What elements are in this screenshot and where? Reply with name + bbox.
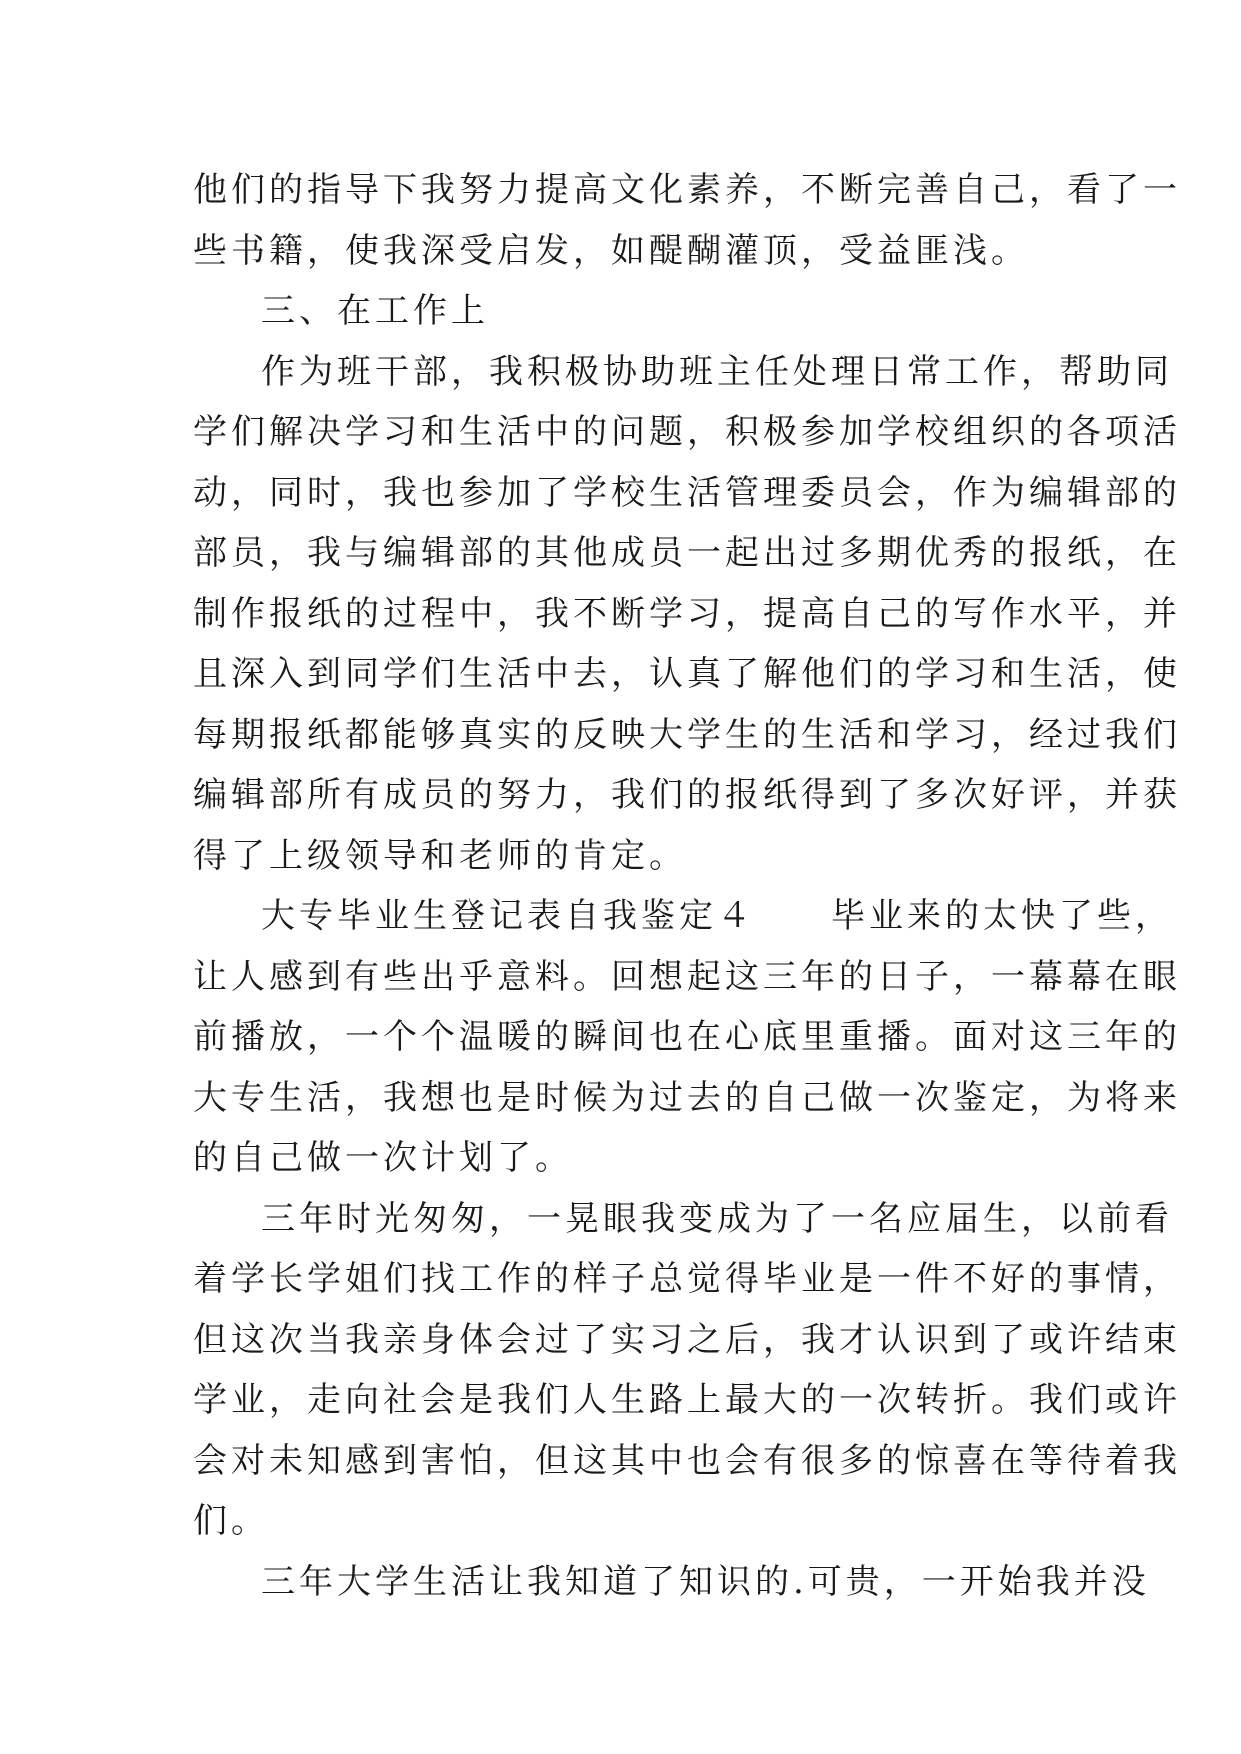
text-line: 动，同时，我也参加了学校生活管理委员会，作为编辑部的	[193, 472, 1181, 513]
text-line: 部员，我与编辑部的其他成员一起出过多期优秀的报纸，在	[193, 533, 1181, 573]
text-line: 但这次当我亲身体会过了实习之后，我才认识到了或许结束	[193, 1319, 1181, 1360]
body-text	[193, 160, 1181, 1612]
text-line: 每期报纸都能够真实的反映大学生的生活和学习，经过我们	[193, 714, 1181, 755]
text-line: 学们解决学习和生活中的问题，积极参加学校组织的各项活	[193, 412, 1181, 452]
text-line: 大专生活，我想也是时候为过去的自己做一次鉴定，为将来	[193, 1077, 1181, 1118]
text-line: 得了上级领导和老师的肯定。	[193, 835, 687, 876]
section-heading: 三、在工作上	[261, 291, 489, 331]
text-line: 的自己做一次计划了。	[193, 1138, 573, 1178]
text-line: 前播放，一个个温暖的瞬间也在心底里重播。面对这三年的	[193, 1017, 1181, 1057]
text-line: 着学长学姐们找工作的样子总觉得毕业是一件不好的事情，	[193, 1259, 1181, 1299]
text-line: 作为班干部，我积极协助班主任处理日常工作，帮助同	[261, 351, 1173, 392]
text-line: 且深入到同学们生活中去，认真了解他们的学习和生活，使	[193, 654, 1181, 694]
text-line: 们。	[193, 1501, 269, 1541]
text-line: 三年时光匆匆，一晃眼我变成为了一名应届生，以前看	[261, 1198, 1173, 1239]
text-line: 让人感到有些出乎意料。回想起这三年的日子，一幕幕在眼	[193, 956, 1181, 997]
text-line: 学业，走向社会是我们人生路上最大的一次转折。我们或许	[193, 1380, 1181, 1420]
text-line: 制作报纸的过程中，我不断学习，提高自己的写作水平，并	[193, 593, 1181, 634]
text-line: 会对未知感到害怕，但这其中也会有很多的惊喜在等待着我	[193, 1440, 1181, 1481]
text-line: 大专毕业生登记表自我鉴定４ 毕业来的太快了些，	[261, 896, 1173, 936]
text-line: 他们的指导下我努力提高文化素养，不断完善自己，看了一	[193, 170, 1181, 210]
text-line: 编辑部所有成员的努力，我们的报纸得到了多次好评，并获	[193, 775, 1181, 815]
text-line: 些书籍，使我深受启发，如醍醐灌顶，受益匪浅。	[193, 230, 1029, 271]
text-line: 三年大学生活让我知道了知识的.可贵，一开始我并没	[261, 1561, 1150, 1602]
